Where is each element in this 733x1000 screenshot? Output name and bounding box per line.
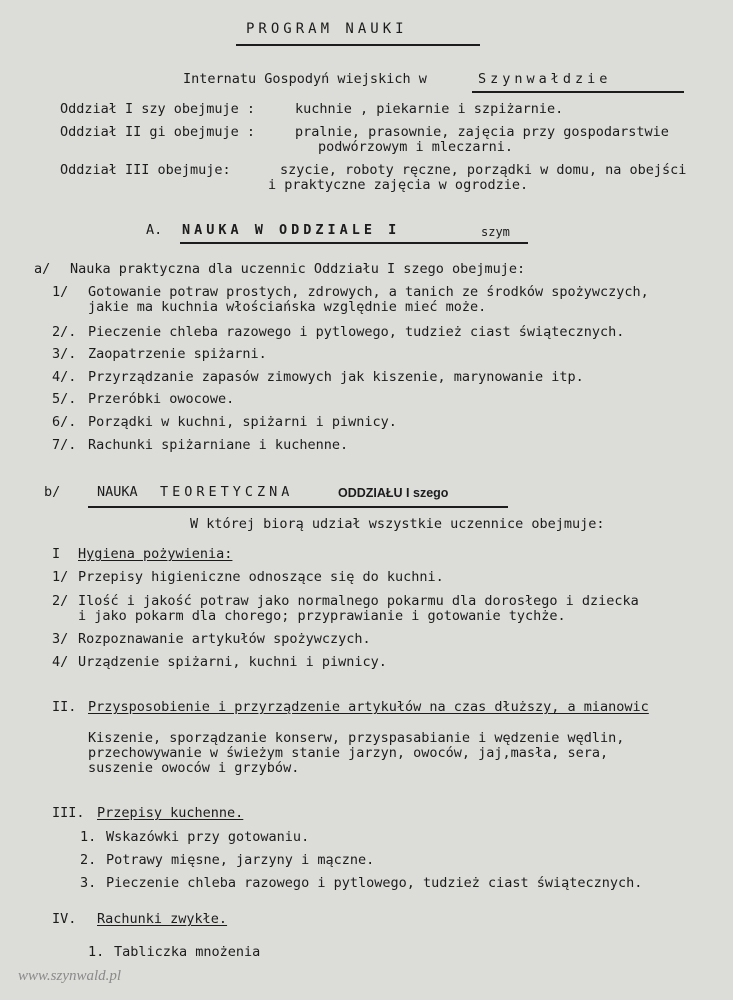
subtitle-underline bbox=[472, 91, 684, 93]
section-i-title: Hygiena pożywienia: bbox=[78, 546, 233, 562]
section-i-num: I bbox=[52, 546, 61, 562]
part-a-item-7-text: Rachunki spiżarniane i kuchenne. bbox=[88, 437, 349, 453]
department-2-label: Oddział II gi obejmuje : bbox=[60, 124, 256, 140]
section-a-title: NAUKA W ODDZIALE I bbox=[182, 222, 401, 238]
document-title: PROGRAM NAUKI bbox=[246, 21, 408, 37]
section-i-item-4-num: 4/ bbox=[52, 654, 69, 670]
department-1-label: Oddział I szy obejmuje : bbox=[60, 101, 256, 117]
section-iii-title: Przepisy kuchenne. bbox=[97, 805, 244, 821]
part-a-item-6-text: Porządki w kuchni, spiżarni i piwnicy. bbox=[88, 414, 397, 430]
part-a-item-1-text-cont: jakie ma kuchnia włościańska względnie mieć może. bbox=[88, 299, 487, 315]
part-a-item-2-text: Pieczenie chleba razowego i pytlowego, tudzież ciast świątecznych. bbox=[88, 324, 625, 340]
part-a-item-6-num: 6/. bbox=[52, 414, 77, 430]
part-a-intro: Nauka praktyczna dla uczennic Oddziału I szego obejmuje: bbox=[70, 261, 526, 277]
section-iii-item-2-num: 2. bbox=[80, 852, 97, 868]
part-a-item-2-num: 2/. bbox=[52, 324, 77, 340]
section-iii-item-1-num: 1. bbox=[80, 829, 97, 845]
part-a-item-4-text: Przyrządzanie zapasów zimowych jak kiszenie, marynowanie itp. bbox=[88, 369, 584, 385]
part-a-item-1-num: 1/ bbox=[52, 284, 69, 300]
section-i-item-3-text: Rozpoznawanie artykułów spożywczych. bbox=[78, 631, 371, 647]
section-a-prefix: A. bbox=[146, 222, 163, 238]
part-a-item-3-num: 3/. bbox=[52, 346, 77, 362]
department-3-text-cont: i praktyczne zajęcia w ogrodzie. bbox=[268, 177, 529, 193]
part-a-item-3-text: Zaopatrzenie spiżarni. bbox=[88, 346, 267, 362]
section-iv-item-1-text: Tabliczka mnożenia bbox=[114, 944, 261, 960]
part-a-item-1-text: Gotowanie potraw prostych, zdrowych, a tanich ze środków spożywczych, bbox=[88, 284, 649, 300]
department-1-text: kuchnie , piekarnie i szpiżarnie. bbox=[295, 101, 564, 117]
part-a-item-7-num: 7/. bbox=[52, 437, 77, 453]
section-a-suffix: szym bbox=[481, 225, 510, 239]
department-2-text: pralnie, prasownie, zajęcia przy gospodarstwie bbox=[295, 124, 669, 140]
section-i-item-3-num: 3/ bbox=[52, 631, 69, 647]
part-a-marker: a/ bbox=[34, 261, 51, 277]
section-iii-item-1-text: Wskazówki przy gotowaniu. bbox=[106, 829, 310, 845]
section-i-item-2-num: 2/ bbox=[52, 593, 69, 609]
section-i-item-4-text: Urządzenie spiżarni, kuchni i piwnicy. bbox=[78, 654, 387, 670]
section-ii-title: Przysposobienie i przyrządzenie artykułów na czas dłuższy, a mianowic bbox=[88, 699, 649, 715]
part-a-item-5-text: Przeróbki owocowe. bbox=[88, 391, 235, 407]
part-b-intro: W której biorą udział wszystkie uczennice obejmuje: bbox=[190, 516, 605, 532]
section-ii-body-line-2: przechowywanie w świeżym stanie jarzyn, owoców, jaj,masła, sera, bbox=[88, 745, 609, 761]
part-a-item-4-num: 4/. bbox=[52, 369, 77, 385]
subtitle-prefix: Internatu Gospodyń wiejskich w bbox=[183, 71, 427, 87]
section-iii-item-3-num: 3. bbox=[80, 875, 97, 891]
website-watermark: www.szynwald.pl bbox=[18, 968, 122, 984]
section-iv-num: IV. bbox=[52, 911, 77, 927]
section-iv-title: Rachunki zwykłe. bbox=[97, 911, 228, 927]
section-i-item-1-num: 1/ bbox=[52, 569, 69, 585]
section-ii-num: II. bbox=[52, 699, 77, 715]
part-b-underline bbox=[88, 506, 508, 508]
part-b-marker: b/ bbox=[44, 484, 61, 500]
section-iii-num: III. bbox=[52, 805, 85, 821]
section-ii-body-line-1: Kiszenie, sporządzanie konserw, przyspasabianie i wędzenie wędlin, bbox=[88, 730, 625, 746]
part-b-title-a: NAUKA bbox=[97, 484, 138, 500]
part-b-title-c: ODDZIAŁU I szego bbox=[338, 486, 449, 500]
department-2-text-cont: podwórzowym i mleczarni. bbox=[318, 139, 514, 155]
subtitle-place: Szynwałdzie bbox=[478, 71, 612, 87]
section-iii-item-3-text: Pieczenie chleba razowego i pytlowego, tudzież ciast świątecznych. bbox=[106, 875, 643, 891]
title-underline bbox=[236, 44, 480, 46]
section-iv-item-1-num: 1. bbox=[88, 944, 105, 960]
department-3-text: szycie, roboty ręczne, porządki w domu, na obejści bbox=[280, 162, 687, 178]
part-b-title-b: TEORETYCZNA bbox=[160, 484, 294, 500]
section-i-item-1-text: Przepisy higieniczne odnoszące się do kuchni. bbox=[78, 569, 444, 585]
section-a-underline bbox=[180, 242, 528, 244]
section-i-item-2-text-cont: i jako pokarm dla chorego; przyprawianie i gotowanie tychże. bbox=[78, 608, 566, 624]
section-iii-item-2-text: Potrawy mięsne, jarzyny i mączne. bbox=[106, 852, 375, 868]
section-i-item-2-text: Ilość i jakość potraw jako normalnego pokarmu dla dorosłego i dziecka bbox=[78, 593, 639, 609]
section-ii-body-line-3: suszenie owoców i grzybów. bbox=[88, 760, 300, 776]
part-a-item-5-num: 5/. bbox=[52, 391, 77, 407]
department-3-label: Oddział III obejmuje: bbox=[60, 162, 231, 178]
